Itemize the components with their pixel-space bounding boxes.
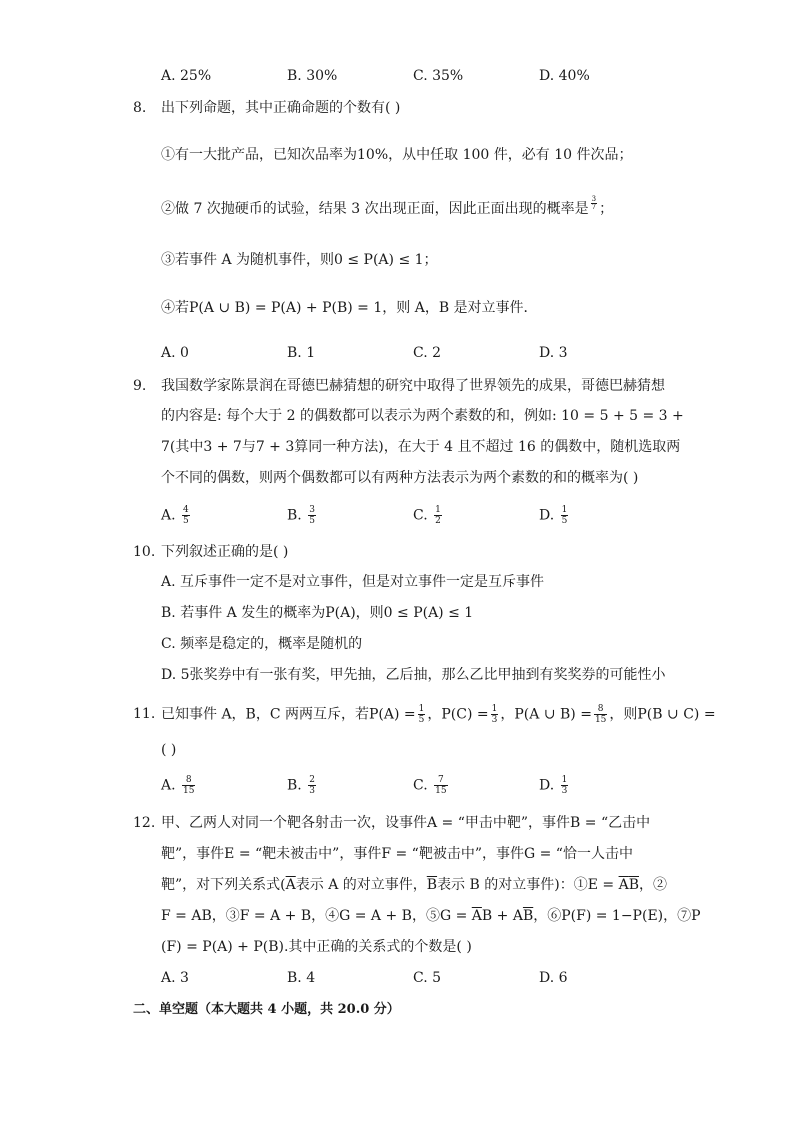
q8-statement-3: ③若事件 A 为随机事件，则0 ≤ P(A) ≤ 1；	[161, 252, 438, 268]
frac-num: 4	[183, 505, 189, 515]
option-label: B.	[287, 507, 302, 524]
frac-num: 8	[594, 704, 607, 715]
q12-bbar-2: $\overline{B}$	[628, 877, 639, 893]
q11-line-2: ( )	[161, 742, 177, 758]
q9-option-c	[413, 505, 444, 526]
q8-s2-end: ；	[599, 201, 614, 217]
option-fraction	[561, 505, 569, 526]
q11-frac-3	[594, 704, 607, 725]
q12-l4-mid: B + A	[481, 908, 523, 924]
frac-num: 3	[591, 195, 597, 203]
q11-option-a	[161, 775, 197, 796]
q10-stem: 下列叙述正确的是( )	[161, 544, 289, 560]
option-label: B.	[287, 777, 302, 794]
q11-option-b	[287, 775, 318, 796]
q11-frac-1	[418, 704, 426, 725]
option-label: C.	[413, 507, 428, 524]
frac-den: 7	[591, 203, 597, 211]
option-label: C.	[413, 777, 428, 794]
frac-den: 3	[491, 715, 498, 725]
frac-den: 5	[561, 516, 568, 526]
q10-number: 10.	[133, 544, 156, 560]
q11-frac-2	[491, 704, 499, 725]
frac-num: 1	[561, 775, 568, 785]
q8-option-b: B. 1	[287, 345, 316, 361]
q12-l4-f: ，⑥P(F) = 1−P(E)，⑦P	[533, 908, 701, 924]
frac-num: 2	[309, 775, 315, 785]
frac-num: 1	[418, 704, 425, 714]
frac-den: 3	[561, 786, 568, 796]
q10-option-d: D. 5张奖券中有一张有奖，甲先抽，乙后抽，那么乙比甲抽到有奖奖券的可能性小	[161, 667, 666, 683]
frac-den: 5	[183, 516, 189, 526]
option-fraction	[182, 505, 190, 526]
q9-line-2: 的内容是: 每个大于 2 的偶数都可以表示为两个素数的和，例如: 10 = 5 + 5 = 3 +	[161, 408, 684, 424]
q12-line-5: (F) = P(A) + P(B).其中正确的关系式的个数是( )	[161, 939, 472, 955]
option-fraction	[561, 775, 569, 796]
q8-option-a: A. 0	[161, 345, 189, 361]
q8-statement-4: ④若P(A ∪ B) = P(A) + P(B) = 1，则 A，B 是对立事件．	[161, 300, 538, 316]
q12-abar: $\overline{A}$	[285, 877, 296, 893]
q12-abar-2: $\overline{A}$	[618, 877, 629, 893]
frac-den: 3	[309, 786, 315, 796]
q12-option-a: A. 3	[161, 970, 189, 986]
option-label: A.	[161, 777, 176, 794]
q7-option-c: C. 35%	[413, 68, 464, 84]
q10-option-a: A. 互斥事件一定不是对立事件，但是对立事件一定是互斥事件	[161, 574, 545, 590]
frac-den: 5	[418, 715, 425, 725]
frac-num: 1	[491, 704, 498, 714]
frac-den: 15	[435, 786, 447, 796]
q11-option-d	[539, 775, 570, 796]
option-fraction	[434, 505, 442, 526]
q12-l3-b: 表示 A 的对立事件，	[295, 877, 427, 893]
q12-l4-a: F = AB，③F = A + B，④G = A + B，⑤G =	[161, 908, 472, 924]
q12-l3-d: ，②	[639, 877, 667, 893]
q9-option-a	[161, 505, 192, 526]
section-heading: 二、单空题（本大题共 4 小题，共 20.0 分）	[133, 1002, 400, 1017]
q7-option-d: D. 40%	[539, 68, 590, 84]
frac-num: 1	[561, 505, 568, 515]
frac-den: 15	[594, 715, 607, 725]
q11-text-1: 已知事件 A，B，C 两两互斥，若P(A) =	[161, 706, 416, 723]
option-fraction	[182, 775, 195, 796]
q11-option-c	[413, 775, 450, 796]
q12-line-3	[161, 875, 667, 895]
q7-option-a: A. 25%	[161, 68, 212, 84]
q9-option-b	[287, 505, 318, 526]
q8-statement-2	[161, 196, 613, 219]
option-fraction	[308, 775, 316, 796]
q8-option-d: D. 3	[539, 345, 568, 361]
q11-text-2: ，P(C) =	[427, 706, 489, 723]
q12-line-4	[161, 906, 701, 926]
q12-number: 12.	[133, 815, 156, 831]
q8-stem: 出下列命题，其中正确命题的个数有( )	[161, 100, 401, 116]
q12-option-d: D. 6	[539, 970, 568, 986]
q9-line-3: 7(其中3 + 7与7 + 3算同一种方法)，在大于 4 且不超过 16 的偶数中，随机选取两	[161, 439, 681, 455]
q8-number: 8.	[133, 100, 147, 116]
q9-line-4: 个不同的偶数，则两个偶数都可以有两种方法表示为两个素数的和的概率为( )	[161, 470, 639, 486]
frac-den: 15	[183, 786, 195, 796]
q7-option-b: B. 30%	[287, 68, 338, 84]
q8-option-c: C. 2	[413, 345, 442, 361]
q9-number: 9.	[133, 378, 147, 394]
q11-line-1	[161, 704, 716, 725]
frac-den: 2	[435, 516, 441, 526]
q12-abar-3: $\overline{A}$	[471, 908, 482, 924]
q12-option-c: C. 5	[413, 970, 442, 986]
q12-line-1: 甲、乙两人对同一个靶各射击一次，设事件A = “甲击中靶”，事件B = “乙击中	[161, 815, 651, 831]
option-label: D.	[539, 507, 555, 524]
frac-num: 3	[309, 505, 315, 515]
frac-num: 7	[434, 775, 447, 786]
q8-statement-1: ①有一大批产品，已知次品率为10%，从中任取 100 件，必有 10 件次品；	[161, 147, 633, 163]
q9-option-d	[539, 505, 570, 526]
q12-bbar-3: $\overline{B}$	[522, 908, 534, 924]
q11-number: 11.	[133, 706, 156, 722]
q12-l3-c: 表示 B 的对立事件)：①E =	[437, 877, 619, 893]
frac-num: 8	[182, 775, 195, 786]
frac-den: 5	[309, 516, 315, 526]
q10-option-c: C. 频率是稳定的，概率是随机的	[161, 636, 363, 652]
q10-option-b: B. 若事件 A 发生的概率为P(A)，则0 ≤ P(A) ≤ 1	[161, 605, 474, 621]
option-fraction	[434, 775, 447, 796]
q12-l3-a: 靶”，对下列关系式(	[161, 877, 286, 893]
q8-s2-fraction	[591, 196, 597, 211]
q11-text-3: ，P(A ∪ B) =	[500, 706, 592, 723]
q11-text-4: ，则P(B ∪ C) =	[609, 706, 716, 723]
q8-s2-text: ②做 7 次抛硬币的试验，结果 3 次出现正面，因此正面出现的概率是	[161, 201, 589, 217]
q12-line-2: 靶”，事件E = “靶未被击中”，事件F = “靶被击中”，事件G = “恰一人击中	[161, 846, 633, 862]
option-label: D.	[539, 777, 555, 794]
option-label: A.	[161, 507, 176, 524]
option-fraction	[308, 505, 316, 526]
q12-bbar: $\overline{B}$	[426, 877, 438, 893]
q9-line-1: 我国数学家陈景润在哥德巴赫猜想的研究中取得了世界领先的成果，哥德巴赫猜想	[161, 378, 665, 394]
q12-option-b: B. 4	[287, 970, 316, 986]
frac-num: 1	[435, 505, 441, 515]
